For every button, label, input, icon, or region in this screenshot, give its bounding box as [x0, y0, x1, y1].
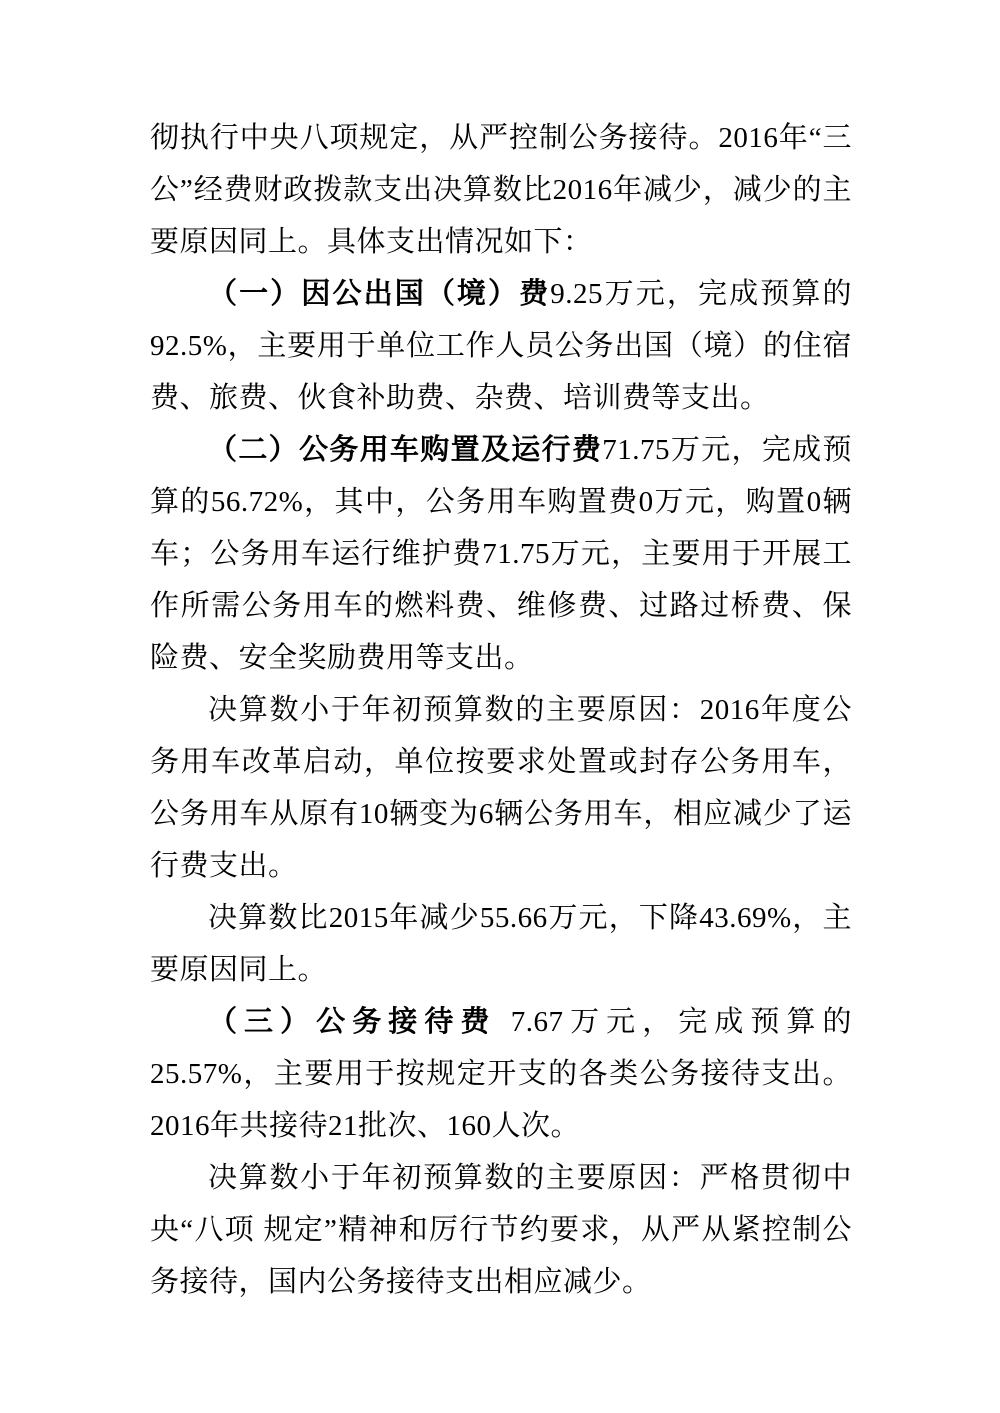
paragraph-text: 71.75万元，完成预算的56.72%，其中，公务用车购置费0万元，购置0辆车；公务用车运行维护费71.75万元，主要用于开展工作所需公务用车的燃料费、维修费、过路过桥费、保险费、安全奖励费用等支出。 — [150, 434, 852, 674]
item-1-heading: （一）因公出国（境）费 — [208, 278, 551, 310]
paragraph-item-2-reason — [150, 684, 852, 892]
paragraph-item-2-vs-2015 — [150, 892, 852, 996]
paragraph-text: 7.67万元，完成预算的25.57%，主要用于按规定开支的各类公务接待支出。2016年共接待21批次、160人次。 — [150, 1006, 852, 1142]
paragraph-item-1-outbound-travel — [150, 268, 852, 424]
document-text-block — [150, 112, 852, 1308]
paragraph-text: 彻执行中央八项规定，从严控制公务接待。2016年“三公”经费财政拨款支出决算数比2016年减少，减少的主要原因同上。具体支出情况如下： — [150, 122, 852, 258]
paragraph-text: 决算数小于年初预算数的主要原因：2016年度公务用车改革启动，单位按要求处置或封存公务用车，公务用车从原有10辆变为6辆公务用车，相应减少了运行费支出。 — [150, 694, 852, 882]
item-3-heading: （三）公务接待费 — [208, 1006, 497, 1038]
paragraph-item-2-vehicle-fee — [150, 424, 852, 684]
paragraph-text: 决算数小于年初预算数的主要原因：严格贯彻中央“八项 规定”精神和厉行节约要求，从严从紧控制公务接待，国内公务接待支出相应减少。 — [150, 1162, 852, 1298]
paragraph-item-3-reception-fee — [150, 996, 852, 1152]
paragraph-text: 9.25万元，完成预算的92.5%，主要用于单位工作人员公务出国（境）的住宿费、旅费、伙食补助费、杂费、培训费等支出。 — [150, 278, 852, 414]
paragraph-intro-continuation — [150, 112, 852, 268]
paragraph-item-3-reason — [150, 1152, 852, 1308]
paragraph-text: 决算数比2015年减少55.66万元，下降43.69%，主要原因同上。 — [150, 902, 852, 986]
item-2-heading: （二）公务用车购置及运行费 — [208, 434, 603, 466]
